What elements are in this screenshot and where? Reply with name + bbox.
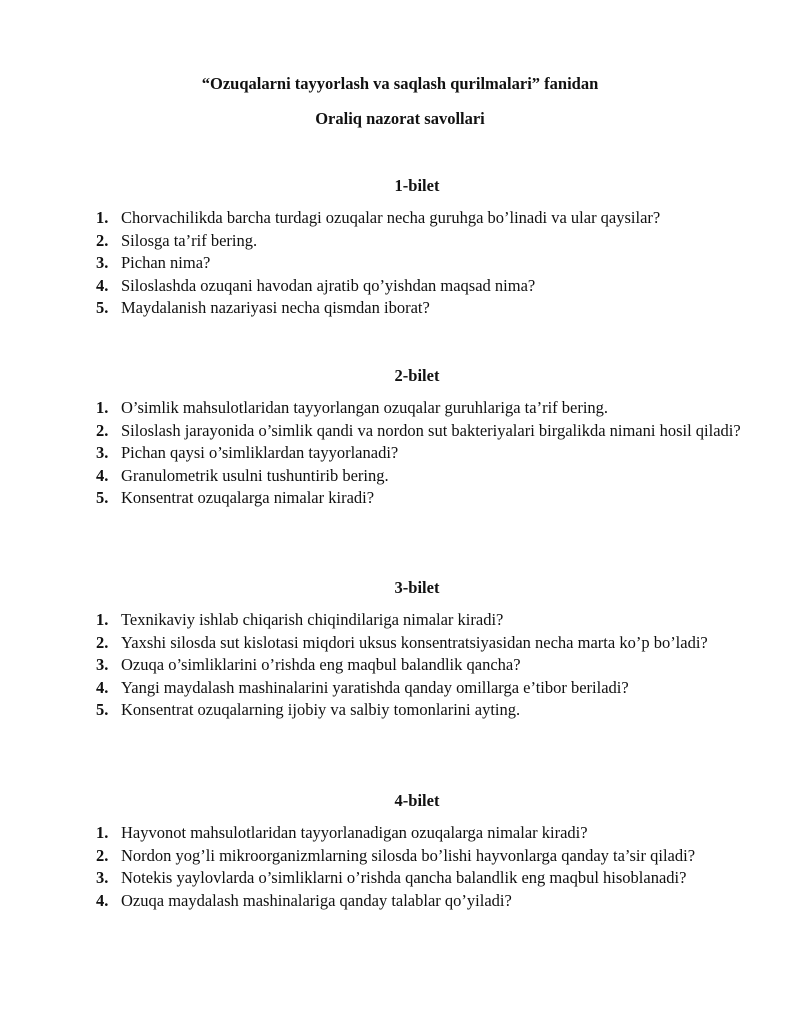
question-list: [96, 397, 742, 510]
ticket-heading: 4-bilet: [394, 791, 440, 810]
question-text: Hayvonot mahsulotlaridan tayyorlanadigan ozuqalarga nimalar kiradi?: [121, 823, 588, 842]
question-number: 4.: [96, 465, 109, 485]
question-item: [96, 654, 742, 677]
question-item: [96, 632, 742, 655]
question-number: 4.: [96, 677, 109, 697]
question-text: O’simlik mahsulotlaridan tayyorlangan ozuqalar guruhlariga ta’rif bering.: [121, 398, 609, 417]
question-list: [96, 822, 742, 912]
document-subtitle: Oraliq nazorat savollari: [315, 109, 485, 128]
question-list: [96, 609, 742, 722]
question-item: [96, 275, 742, 298]
question-item: [96, 677, 742, 700]
question-item: [96, 297, 742, 320]
question-text: Pichan nima?: [121, 253, 211, 273]
question-number: 5.: [96, 298, 109, 318]
question-item: [96, 230, 742, 253]
question-text: Yaxshi silosda sut kislotasi miqdori uksus konsentratsiyasidan necha marta ko’p bo’ladi?: [121, 632, 708, 652]
question-item: [96, 845, 742, 868]
question-item: [96, 420, 742, 443]
question-item: [96, 207, 742, 230]
question-item: [96, 487, 742, 510]
question-text: Nordon yog’li mikroorganizmlarning silosda bo’lishi hayvonlarga qanday ta’sir qiladi?: [121, 845, 696, 865]
question-text: Siloslash jarayonida o’simlik qandi va nordon sut bakteriyalari birgalikda nimani hosil qiladi?: [121, 420, 741, 440]
question-text: Texnikaviy ishlab chiqarish chiqindilariga nimalar kiradi?: [121, 610, 504, 629]
question-text: Yangi maydalash mashinalarini yaratishda qanday omillarga e’tibor beriladi?: [121, 677, 629, 697]
question-text: Ozuqa maydalash mashinalariga qanday talablar qo’yiladi?: [121, 890, 512, 910]
question-text: Granulometrik usulni tushuntirib bering.: [121, 465, 389, 485]
document-title: “Ozuqalarni tayyorlash va saqlash qurilmalari” fanidan: [201, 74, 599, 93]
question-item: [96, 822, 742, 845]
question-item: [96, 609, 742, 632]
question-item: [96, 465, 742, 488]
question-text: Konsentrat ozuqalarning ijobiy va salbiy tomonlarini ayting.: [121, 700, 521, 720]
question-number: 2.: [96, 632, 109, 652]
question-number: 5.: [96, 700, 109, 720]
question-number: 1.: [96, 208, 109, 227]
question-number: 4.: [96, 275, 109, 295]
ticket-heading: 1-bilet: [394, 176, 440, 195]
question-text: Maydalanish nazariyasi necha qismdan iborat?: [121, 298, 430, 318]
question-number: 3.: [96, 253, 109, 273]
question-number: 4.: [96, 890, 109, 910]
question-text: Chorvachilikda barcha turdagi ozuqalar necha guruhga bo’linadi va ular qaysilar?: [121, 208, 661, 227]
question-text: Silosga ta’rif bering.: [121, 230, 258, 250]
question-item: [96, 890, 742, 913]
question-number: 1.: [96, 823, 109, 842]
question-item: [96, 252, 742, 275]
question-text: Pichan qaysi o’simliklardan tayyorlanadi?: [121, 443, 399, 463]
question-number: 1.: [96, 398, 109, 417]
question-number: 5.: [96, 488, 109, 508]
ticket-heading: 2-bilet: [394, 366, 440, 385]
question-text: Siloslashda ozuqani havodan ajratib qo’yishdan maqsad nima?: [121, 275, 536, 295]
question-number: 2.: [96, 230, 109, 250]
question-item: [96, 867, 742, 890]
question-text: Konsentrat ozuqalarga nimalar kiradi?: [121, 488, 375, 508]
question-item: [96, 397, 742, 420]
question-number: 3.: [96, 655, 109, 675]
question-text: Notekis yaylovlarda o’simliklarni o’rishda qancha balandlik eng maqbul hisoblanadi?: [121, 868, 687, 888]
question-number: 1.: [96, 610, 109, 629]
question-item: [96, 442, 742, 465]
question-number: 2.: [96, 845, 109, 865]
question-text: Ozuqa o’simliklarini o’rishda eng maqbul balandlik qancha?: [121, 655, 521, 675]
question-number: 2.: [96, 420, 109, 440]
question-list: [96, 207, 742, 320]
question-number: 3.: [96, 443, 109, 463]
ticket-heading: 3-bilet: [394, 578, 440, 597]
question-item: [96, 699, 742, 722]
question-number: 3.: [96, 868, 109, 888]
